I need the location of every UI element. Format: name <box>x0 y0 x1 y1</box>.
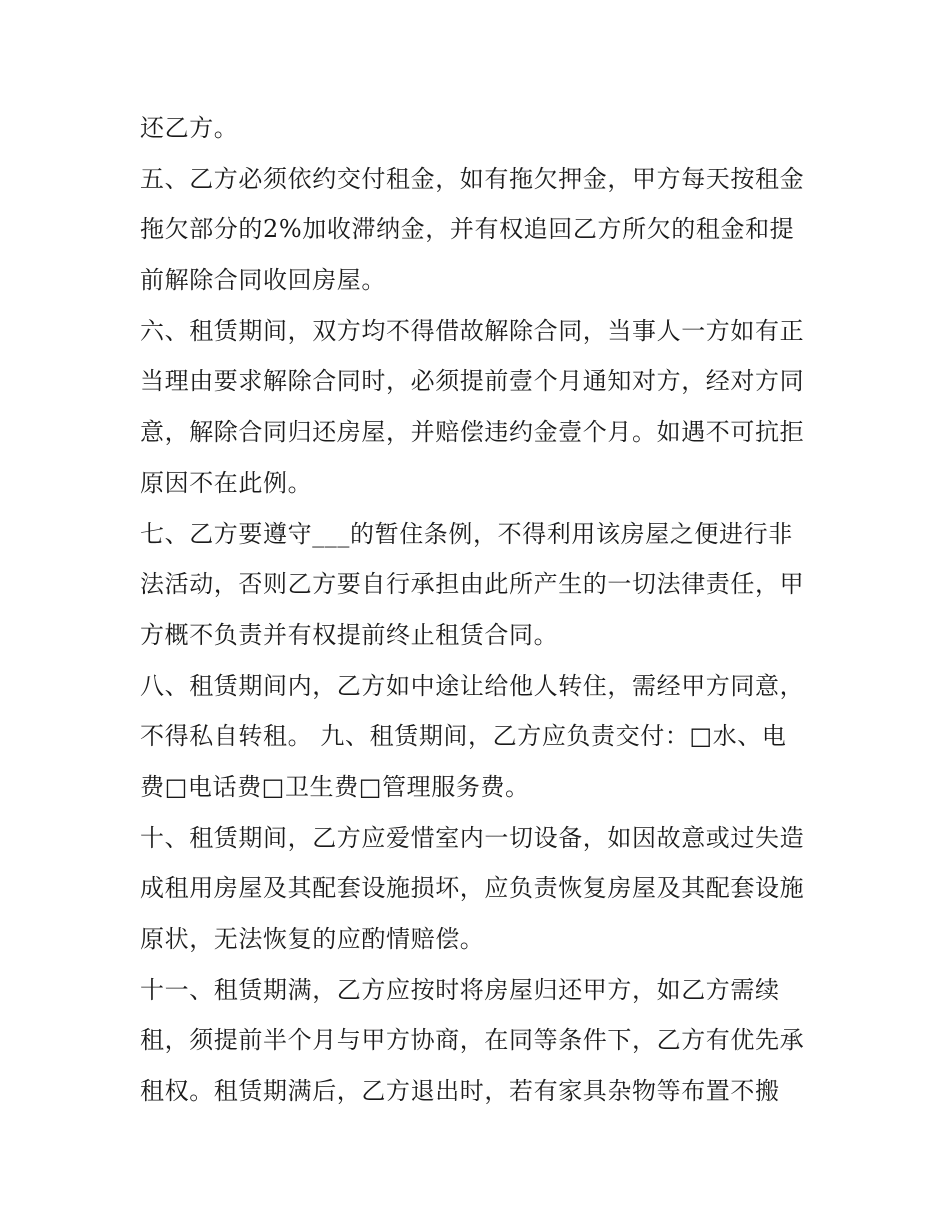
text-line: 不得私自转租。 九、租赁期间，乙方应负责交付：□水、电 <box>140 722 787 751</box>
text-line: 费□电话费□卫生费□管理服务费。 <box>140 772 530 801</box>
text-line: 租，须提前半个月与甲方协商，在同等条件下，乙方有优先承 <box>140 1026 805 1055</box>
text-line: 拖欠部分的2%加收滞纳金，并有权追回乙方所欠的租金和提 <box>140 215 795 244</box>
text-line: 意，解除合同归还房屋，并赔偿违约金壹个月。如遇不可抗拒 <box>140 418 805 447</box>
text-line: 租权。租赁期满后，乙方退出时，若有家具杂物等布置不搬 <box>140 1077 780 1106</box>
text-line: 八、租赁期间内，乙方如中途让给他人转住，需经甲方同意， <box>140 671 805 700</box>
text-line: 成租用房屋及其配套设施损坏，应负责恢复房屋及其配套设施 <box>140 874 805 903</box>
text-line: 六、租赁期间，双方均不得借故解除合同，当事人一方如有正 <box>140 316 805 345</box>
text-line: 十、租赁期间，乙方应爱惜室内一切设备，如因故意或过失造 <box>140 823 805 852</box>
text-line: 当理由要求解除合同时，必须提前壹个月通知对方，经对方同 <box>140 367 805 396</box>
text-line: 前解除合同收回房屋。 <box>140 266 386 295</box>
text-line: 还乙方。 <box>140 114 239 142</box>
text-line: 七、乙方要遵守___的暂住条例，不得利用该房屋之便进行非 <box>140 519 793 548</box>
text-line: 法活动，否则乙方要自行承担由此所产生的一切法律责任，甲 <box>140 570 805 599</box>
contract-text-body <box>140 110 816 1124</box>
text-line: 原状，无法恢复的应酌情赔偿。 <box>140 925 485 953</box>
text-line: 十一、租赁期满，乙方应按时将房屋归还甲方，如乙方需续 <box>140 975 780 1004</box>
text-line: 方概不负责并有权提前终止租赁合同。 <box>140 620 559 649</box>
text-line: 五、乙方必须依约交付租金，如有拖欠押金，甲方每天按租金 <box>140 164 805 193</box>
text-line: 原因不在此例。 <box>140 468 313 497</box>
